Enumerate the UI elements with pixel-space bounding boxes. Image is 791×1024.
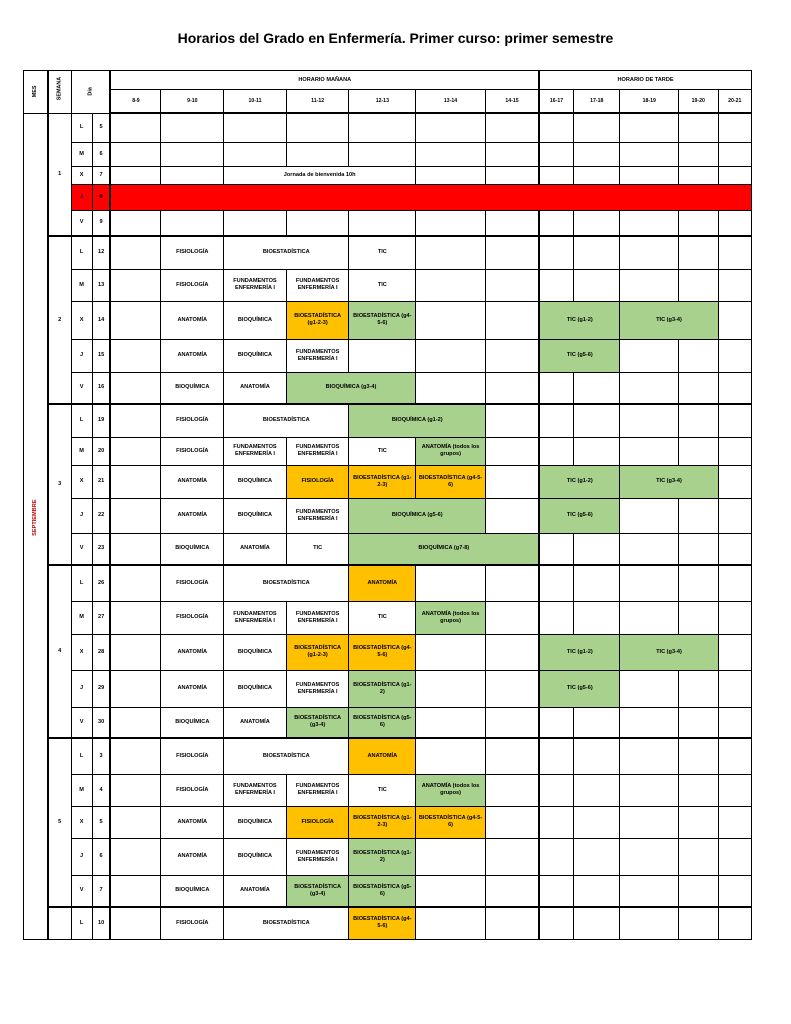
class-cell: FUNDAMENTOS ENFERMERÍA I	[286, 838, 349, 875]
class-cell: FISIOLOGÍA	[161, 738, 224, 774]
day-number: 12	[92, 236, 110, 269]
class-cell: FISIOLOGÍA	[161, 269, 224, 301]
table-row	[24, 339, 752, 372]
class-cell: BIOESTADÍSTICA (g4-5-6)	[349, 301, 416, 339]
day-number: 13	[92, 269, 110, 301]
day-number: 30	[92, 707, 110, 738]
day-letter: L	[71, 738, 92, 774]
class-cell: FUNDAMENTOS ENFERMERÍA I	[224, 437, 287, 465]
welcome-note: Jornada de bienvenida 10h	[224, 166, 416, 184]
day-number: 3	[92, 738, 110, 774]
slot-header: 17-18	[573, 90, 620, 114]
day-number: 14	[92, 301, 110, 339]
slot-header: 13-14	[416, 90, 486, 114]
table-row	[24, 498, 752, 533]
day-number: 5	[92, 806, 110, 838]
day-letter: X	[71, 806, 92, 838]
day-number: 10	[92, 907, 110, 939]
day-number: 7	[92, 166, 110, 184]
table-row	[24, 465, 752, 498]
table-row	[24, 301, 752, 339]
day-letter: L	[71, 565, 92, 601]
table-row	[24, 806, 752, 838]
slot-header: 12-13	[349, 90, 416, 114]
class-cell: BIOESTADÍSTICA (g5-6)	[349, 875, 416, 907]
class-cell: FUNDAMENTOS ENFERMERÍA I	[286, 601, 349, 634]
class-cell: TIC	[349, 236, 416, 269]
class-cell: ANATOMÍA	[161, 838, 224, 875]
class-cell: FISIOLOGÍA	[161, 404, 224, 437]
slot-header: 19-20	[679, 90, 718, 114]
class-cell: FISIOLOGÍA	[161, 907, 224, 939]
day-number: 8	[92, 184, 110, 210]
day-number: 26	[92, 565, 110, 601]
class-cell: ANATOMÍA	[161, 670, 224, 707]
class-cell: FISIOLOGÍA	[286, 465, 349, 498]
week-cell: 4	[48, 565, 71, 738]
day-letter: M	[71, 601, 92, 634]
day-number: 6	[92, 142, 110, 166]
class-cell: ANATOMÍA (todos los grupos)	[416, 774, 486, 806]
day-number: 27	[92, 601, 110, 634]
class-cell: BIOQUÍMICA	[161, 875, 224, 907]
page-bottom-margin	[0, 943, 791, 1024]
class-cell: BIOQUÍMICA	[224, 498, 287, 533]
class-cell: TIC (g3-4)	[620, 465, 718, 498]
table-row	[24, 838, 752, 875]
day-letter: V	[71, 875, 92, 907]
table-row	[24, 565, 752, 601]
class-cell: BIOESTADÍSTICA (g1-2)	[349, 838, 416, 875]
class-cell: BIOQUÍMICA	[224, 339, 287, 372]
class-cell: FISIOLOGÍA	[161, 437, 224, 465]
class-cell: FUNDAMENTOS ENFERMERÍA I	[224, 269, 287, 301]
class-cell: TIC (g1-2)	[539, 301, 620, 339]
day-letter: V	[71, 707, 92, 738]
class-cell: FISIOLOGÍA	[286, 806, 349, 838]
class-cell: BIOQUÍMICA	[224, 806, 287, 838]
class-cell: BIOESTADÍSTICA (g1-2)	[349, 670, 416, 707]
slot-header: 8-9	[110, 90, 161, 114]
class-cell: FUNDAMENTOS ENFERMERÍA I	[286, 437, 349, 465]
day-letter: M	[71, 269, 92, 301]
table-row	[24, 236, 752, 269]
day-number: 23	[92, 533, 110, 565]
class-cell: ANATOMÍA	[161, 465, 224, 498]
table-row	[24, 269, 752, 301]
table-row	[24, 907, 752, 939]
class-cell: BIOESTADÍSTICA	[224, 907, 349, 939]
class-cell: ANATOMÍA	[161, 634, 224, 670]
class-cell: BIOESTADÍSTICA	[224, 236, 349, 269]
table-row	[24, 142, 752, 166]
dia-header: Día	[71, 71, 110, 114]
class-cell: ANATOMÍA	[224, 707, 287, 738]
semana-header: SEMANA	[48, 71, 71, 114]
day-number: 22	[92, 498, 110, 533]
class-cell: TIC	[286, 533, 349, 565]
class-cell: BIOQUÍMICA	[161, 372, 224, 404]
class-cell: BIOESTADÍSTICA (g1-2-3)	[286, 301, 349, 339]
day-number: 19	[92, 404, 110, 437]
table-row	[24, 210, 752, 236]
class-cell: FUNDAMENTOS ENFERMERÍA I	[286, 339, 349, 372]
class-cell: BIOESTADÍSTICA (g4-5-6)	[416, 465, 486, 498]
horario-manana-header: HORARIO MAÑANA	[110, 71, 539, 90]
horario-tarde-header: HORARIO DE TARDE	[539, 71, 751, 90]
class-cell: FUNDAMENTOS ENFERMERÍA I	[286, 269, 349, 301]
class-cell: BIOQUÍMICA (g7-8)	[349, 533, 539, 565]
day-letter: L	[71, 907, 92, 939]
table-row	[24, 533, 752, 565]
day-letter: V	[71, 533, 92, 565]
day-letter: M	[71, 437, 92, 465]
day-letter: L	[71, 404, 92, 437]
class-cell: TIC	[349, 437, 416, 465]
slot-header: 10-11	[224, 90, 287, 114]
class-cell: ANATOMÍA	[349, 738, 416, 774]
table-row	[24, 372, 752, 404]
class-cell: ANATOMÍA	[224, 533, 287, 565]
day-letter: J	[71, 838, 92, 875]
class-cell: ANATOMÍA (todos los grupos)	[416, 601, 486, 634]
day-number: 28	[92, 634, 110, 670]
mes-header: MES	[24, 71, 48, 114]
table-row	[24, 738, 752, 774]
class-cell: FUNDAMENTOS ENFERMERÍA I	[286, 774, 349, 806]
class-cell: TIC (g1-2)	[539, 465, 620, 498]
class-cell: TIC (g5-6)	[539, 339, 620, 372]
class-cell: FISIOLOGÍA	[161, 236, 224, 269]
table-row	[24, 875, 752, 907]
day-number: 20	[92, 437, 110, 465]
holiday-bar	[110, 184, 751, 210]
week-cell: 3	[48, 404, 71, 565]
class-cell: TIC	[349, 774, 416, 806]
class-cell: BIOQUÍMICA	[224, 670, 287, 707]
week-cell: 2	[48, 236, 71, 404]
day-letter: L	[71, 113, 92, 142]
class-cell: ANATOMÍA	[224, 372, 287, 404]
slot-header: 14-15	[485, 90, 539, 114]
class-cell: FISIOLOGÍA	[161, 601, 224, 634]
class-cell: TIC (g5-6)	[539, 670, 620, 707]
week-cell: 1	[48, 113, 71, 236]
class-cell: BIOQUÍMICA	[224, 838, 287, 875]
class-cell: FUNDAMENTOS ENFERMERÍA I	[224, 601, 287, 634]
class-cell: BIOQUÍMICA (g1-2)	[349, 404, 485, 437]
table-row	[24, 113, 752, 142]
day-letter: X	[71, 465, 92, 498]
day-letter: M	[71, 142, 92, 166]
day-letter: X	[71, 166, 92, 184]
table-row	[24, 601, 752, 634]
class-cell: TIC	[349, 601, 416, 634]
class-cell: FUNDAMENTOS ENFERMERÍA I	[286, 498, 349, 533]
day-letter: J	[71, 184, 92, 210]
class-cell: BIOESTADÍSTICA (g4-5-6)	[349, 634, 416, 670]
slot-header: 20-21	[718, 90, 751, 114]
week-cell	[48, 907, 71, 939]
day-letter: X	[71, 301, 92, 339]
table-row	[24, 404, 752, 437]
class-cell: ANATOMÍA	[161, 806, 224, 838]
slot-header: 11-12	[286, 90, 349, 114]
class-cell: TIC (g3-4)	[620, 301, 718, 339]
day-number: 4	[92, 774, 110, 806]
class-cell: BIOQUÍMICA	[224, 301, 287, 339]
class-cell: BIOESTADÍSTICA	[224, 404, 349, 437]
class-cell: BIOESTADÍSTICA (g1-2-3)	[286, 634, 349, 670]
day-letter: M	[71, 774, 92, 806]
day-number: 16	[92, 372, 110, 404]
class-cell: FUNDAMENTOS ENFERMERÍA I	[286, 670, 349, 707]
class-cell: ANATOMÍA	[161, 339, 224, 372]
day-number: 15	[92, 339, 110, 372]
class-cell: ANATOMÍA (todos los grupos)	[416, 437, 486, 465]
slot-header: 9-10	[161, 90, 224, 114]
day-number: 9	[92, 210, 110, 236]
class-cell: BIOESTADÍSTICA (g5-6)	[349, 707, 416, 738]
day-number: 7	[92, 875, 110, 907]
class-cell: BIOESTADÍSTICA (g3-4)	[286, 875, 349, 907]
slot-header: 16-17	[539, 90, 573, 114]
table-row	[24, 707, 752, 738]
class-cell: ANATOMÍA	[161, 301, 224, 339]
day-letter: V	[71, 210, 92, 236]
day-letter: X	[71, 634, 92, 670]
table-row	[24, 166, 752, 184]
table-row	[24, 774, 752, 806]
class-cell: BIOESTADÍSTICA	[224, 738, 349, 774]
class-cell: BIOQUÍMICA (g3-4)	[286, 372, 415, 404]
class-cell: BIOESTADÍSTICA (g1-2-3)	[349, 465, 416, 498]
class-cell: ANATOMÍA	[349, 565, 416, 601]
class-cell: BIOQUÍMICA	[224, 634, 287, 670]
class-cell: FUNDAMENTOS ENFERMERÍA I	[224, 774, 287, 806]
table-row-holiday	[24, 184, 752, 210]
day-letter: L	[71, 236, 92, 269]
day-letter: J	[71, 339, 92, 372]
day-number: 6	[92, 838, 110, 875]
page-title: Horarios del Grado en Enfermería. Primer curso: primer semestre	[177, 30, 614, 46]
class-cell: TIC (g5-6)	[539, 498, 620, 533]
day-number: 21	[92, 465, 110, 498]
class-cell: TIC	[349, 269, 416, 301]
class-cell: FISIOLOGÍA	[161, 774, 224, 806]
table-row	[24, 634, 752, 670]
table-row	[24, 670, 752, 707]
day-number: 5	[92, 113, 110, 142]
class-cell: BIOESTADÍSTICA (g4-5-6)	[416, 806, 486, 838]
class-cell: BIOQUÍMICA (g5-6)	[349, 498, 485, 533]
class-cell: BIOESTADÍSTICA (g1-2-3)	[349, 806, 416, 838]
day-letter: V	[71, 372, 92, 404]
class-cell: BIOQUÍMICA	[161, 707, 224, 738]
class-cell: TIC (g1-2)	[539, 634, 620, 670]
class-cell: ANATOMÍA	[161, 498, 224, 533]
class-cell: BIOQUÍMICA	[224, 465, 287, 498]
month-cell: SEPTIEMBRE	[24, 113, 48, 939]
table-row	[24, 437, 752, 465]
day-number: 29	[92, 670, 110, 707]
week-cell: 5	[48, 738, 71, 907]
class-cell: BIOESTADÍSTICA (g4-5-6)	[349, 907, 416, 939]
class-cell: ANATOMÍA	[224, 875, 287, 907]
class-cell: BIOQUÍMICA	[161, 533, 224, 565]
schedule-table	[23, 70, 752, 940]
day-letter: J	[71, 670, 92, 707]
class-cell: FISIOLOGÍA	[161, 565, 224, 601]
slot-header: 18-19	[620, 90, 679, 114]
class-cell: BIOESTADÍSTICA	[224, 565, 349, 601]
day-letter: J	[71, 498, 92, 533]
class-cell: BIOESTADÍSTICA (g3-4)	[286, 707, 349, 738]
class-cell: TIC (g3-4)	[620, 634, 718, 670]
